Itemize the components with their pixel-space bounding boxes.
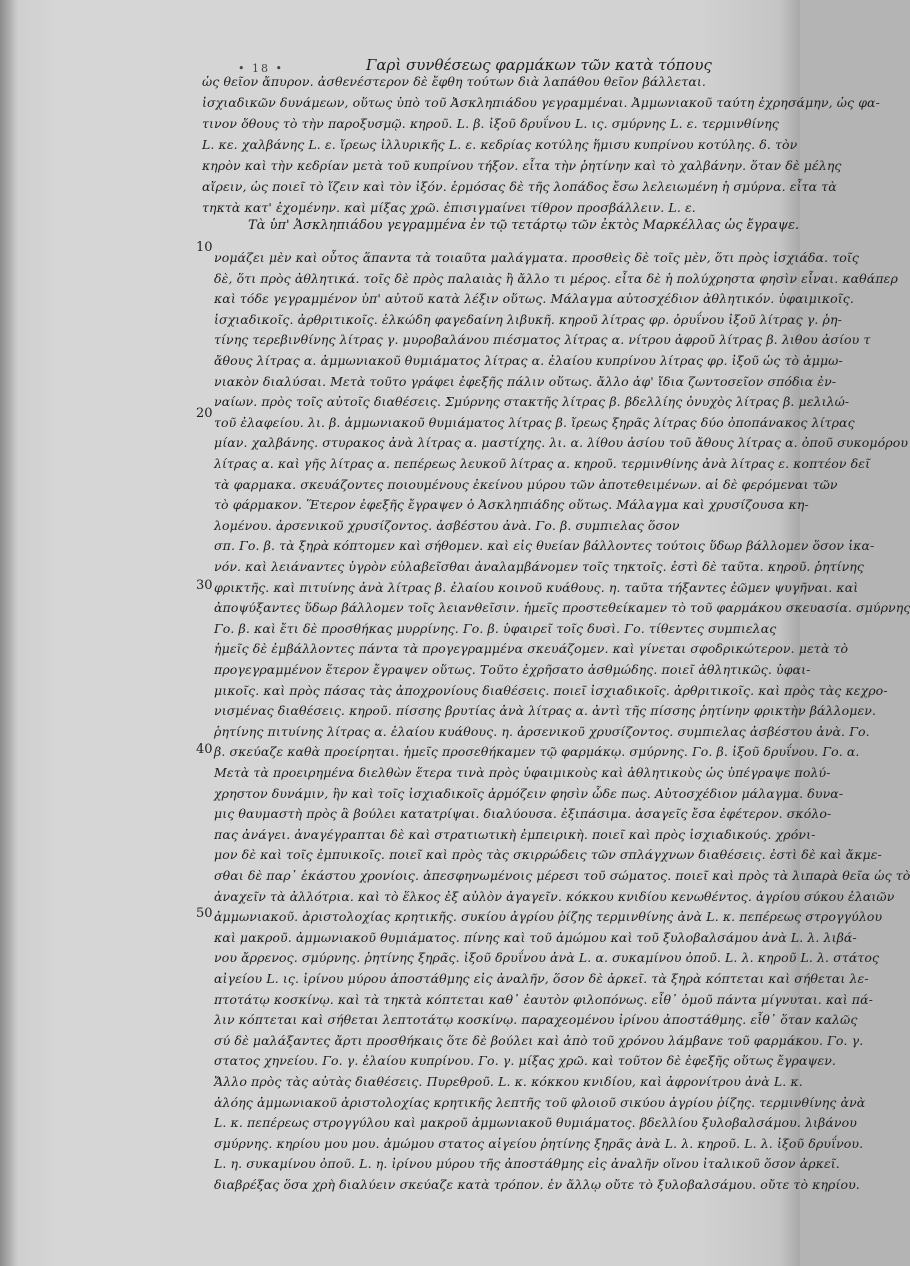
top-line: κηρὸν καὶ τὴν κεδρίαν μετὰ τοῦ κυπρίνου τήξον. εἶτα τὴν ῥητίνην καὶ τὸ χαλβάνην. ὅταν δὲ μέλης [202,158,842,173]
text-line: ἡμεῖς δὲ ἐμβάλλοντες πάντα τὰ προγεγραμμένα σκευάζομεν. καὶ γίνεται σφοδρικώτερον. μετὰ τὸ [214,641,849,657]
text-line: ἀποψύξαντες ὕδωρ βάλλομεν τοῖς λειανθεῖσιν. ἡμεῖς προστεθείκαμεν τὸ τοῦ φαρμάκου σκευασία. σμύρνης [214,600,910,616]
text-line: σπ. Γο. β. τὰ ξηρὰ κόπτομεν καὶ σήθομεν. καὶ εἰς θυείαν βάλλοντες τούτοις ὕδωρ βάλλομεν ὅσον ἱκα- [214,538,875,554]
top-line: L. κε. χαλβάνης L. ε. ἴρεως ἰλλυρικῆς L. ε. κεδρίας κοτύλης ἥμισυ κυπρίνου κοτύλης. δ. τὸν [202,137,798,152]
top-line: τηκτὰ κατ' ἐχομένην. καὶ μίξας χρῶ. ἐπισιγμαίνει τίθρον προσβάλλειν. L. ε. [202,200,696,215]
text-line: τὰ φαρμακα. σκευάζοντες ποιουμένους ἐκείνου μύρου τῶν ἀποτεθειμένων. αἱ δὲ φερόμεναι τῶν [214,476,838,492]
text-line: ἀλόης ἀμμωνιακοῦ ἀριστολοχίας κρητικῆς λεπτῆς τοῦ φλοιοῦ σικύου ἀγρίου ῥίζης. τερμινθίνης ἀνὰ [214,1094,866,1110]
text-line: σμύρνης. κηρίου μου μου. ἀμώμου στατος αἰγείου ῥητίνης ξηρᾶς ἀνὰ L. λ. κηροῦ. L. λ. ἰξοῦ δρυΐνου. [214,1135,864,1151]
text-line: φρικτῆς. καὶ πιτυίνης ἀνὰ λίτρας β. ἐλαίου κοινοῦ κυάθους. η. ταῦτα τήξαντες ἐῶμεν ψυγῆναι. καὶ [214,579,859,595]
line-number: 50 [196,906,213,921]
line-number: 40 [196,742,213,757]
text-line: λομένου. ἀρσενικοῦ χρυσίζοντος. ἀσβέστου ἀνὰ. Γο. β. συμπιελας ὅσον [214,517,680,533]
top-line: αἴρειν, ὡς ποιεῖ τὸ ἴζειν καὶ τὸν ἰξόν. ἑρμόσας δὲ τῆς λοπάδος ἔσω λελειωμένη ἡ σμύρνα. εἶτα τὰ [202,179,837,194]
folio-mark: • 18 • [238,62,284,75]
text-line: νισμένας διαθέσεις. κηροῦ. πίσσης βρυτίας ἀνὰ λίτρας α. ἀντὶ τῆς πίσσης ῥητίνην φρικτὴν βάλλομεν. [214,703,877,719]
line-number: 10 [196,240,213,255]
text-line: τοῦ ἐλαφείου. λι. β. ἀμμωνιακοῦ θυμιάματος λίτρας β. ἴρεως ξηρᾶς λίτρας δύο ὀποπάνακος λίτρας [214,414,855,430]
text-line: ἰσχιαδικοῖς. ἀρθριτικοῖς. ἑλκώδη φαγεδαίνη λιβυκῆ. κηροῦ λίτρας φρ. ὀρυΐνου ἰξοῦ λίτρας γ. ῥη- [214,311,842,327]
text-line: δὲ, ὅτι πρὸς ἀθλητικά. τοῖς δὲ πρὸς παλαιὰς ἢ ἄλλο τι μέρος. εἶτα δὲ ἡ πολύχρηστα φησὶν εἶναι. καθάπερ [214,270,898,286]
text-line: προγεγραμμένον ἕτερον ἔγραψεν οὕτως. Τοῦτο ἐχρῆσατο ἀσθμώδης. ποιεῖ ἀθλητικῶς. ὑφαι- [214,662,811,677]
text-line: ῥητίνης πιτυίνης λίτρας α. ἐλαίου κυάθους. η. ἀρσενικοῦ χρυσίζοντος. συμπιελας ἀσβέστου ἀνὰ. Γο. [214,723,870,739]
text-line: τὸ φάρμακον. Ἕτερον ἐφεξῆς ἔγραψεν ὁ Ἀσκληπιάδης οὕτως. Μάλαγμα καὶ χρυσίζουσα κη- [214,497,809,513]
text-line: σθαι δὲ παρ᾽ ἑκάστου χρονίοις. ἀπεσφηνωμένοις μέρεσι τοῦ σώματος. ποιεῖ καὶ πρὸς τὰ λιπαρὰ θεῖα ὡς τὸ [214,868,910,883]
text-line: μίαν. χαλβάνης. στυρακος ἀνὰ λίτρας α. μαστίχης. λι. α. λίθου ἀσίου τοῦ ἄθους λίτρας α. ὀποῦ συκομόρου [214,435,909,451]
text-line: πτοτάτῳ κοσκίνῳ. καὶ τὰ τηκτὰ κόπτεται καθ᾽ ἑαυτὸν φιλοπόνως. εἶθ᾽ ὁμοῦ πάντα μίγνυται. καὶ πά- [214,991,873,1007]
text-line: μικοῖς. καὶ πρὸς πάσας τὰς ἀποχρονίους διαθέσεις. ποιεῖ ἰσχιαδικοῖς. ἀρθριτικοῖς. καὶ πρὸς τὰς κεχρο- [214,682,888,698]
text-line: λίτρας α. καὶ γῆς λίτρας α. πεπέρεως λευκοῦ λίτρας α. κηροῦ. τερμινθίνης ἀνὰ λίτρας ε. κοπτέον δεῖ [214,456,871,471]
text-line: μον δὲ καὶ τοῖς ἐμπυικοῖς. ποιεῖ καὶ πρὸς τὰς σκιρρώδεις τῶν σπλάγχνων διαθέσεις. ἐστὶ δὲ καὶ ἄκμε- [214,847,882,863]
text-line: Μετὰ τὰ προειρημένα διελθὼν ἕτερα τινὰ πρὸς ὑφαιμικοὺς καὶ ἀθλητικοὺς ὡς ὑπέγραψε πολύ- [214,765,831,780]
line-number: 20 [196,406,213,421]
text-line: L. η. συκαμίνου ὀποῦ. L. η. ἰρίνου μύρου τῆς ἀποστάθμης εἰς ἀναλῆν οἴνου ἰταλικοῦ ὅσον ἀρκεῖ. [214,1156,840,1172]
text-line: L. κ. πεπέρεως στρογγύλου καὶ μακροῦ ἀμμωνιακοῦ θυμιάματος. βδελλίου ξυλοβαλσάμου. λιβάνου [214,1115,857,1131]
text-line: λιν κόπτεται καὶ σήθεται λεπτοτάτῳ κοσκίνῳ. παραχεομένου ἰρίνου ἀποστάθμης. εἶθ᾽ ὅταν καλῶς [214,1012,858,1028]
text-line: τίνης τερεβινθίνης λίτρας γ. μυροβαλάνου πιέσματος λίτρας α. νίτρου ἀφροῦ λίτρας β. λιθου ἀσίου τ [214,332,871,348]
text-line: νόν. καὶ λειάναντες ὑγρὸν εὐλαβεῖσθαι ἀναλαμβάνομεν τοῖς τηκτοῖς. ἐστὶ δὲ ταῦτα. κηροῦ. ῥητίνης [214,559,865,574]
text-line: νου ἄρρενος. σμύρνης. ῥητίνης ξηρᾶς. ἰξοῦ δρυΐνου ἀνὰ L. α. συκαμίνου ὀποῦ. L. λ. κηροῦ L. λ. στάτος [214,950,880,966]
text-line: μις θαυμαστὴ πρὸς ἃ βούλει κατατρίψαι. διαλύουσα. ἐξιπάσιμα. ἀσαγεῖς ἔσα ἐφέτερον. σκόλο- [214,806,832,822]
text-line: καὶ τόδε γεγραμμένον ὑπ' αὐτοῦ κατὰ λέξιν οὕτως. Μάλαγμα αὐτοσχέδιον ἀθλητικόν. ὑφαιμικοῖς. [214,291,854,307]
text-line: β. σκεύαζε καθὰ προείρηται. ἡμεῖς προσεθήκαμεν τῷ φαρμάκῳ. σμύρνης. Γο. β. ἰξοῦ δρυΐνου. Γο. α. [214,744,860,760]
text-line: ναίων. πρὸς τοῖς αὐτοῖς διαθέσεις. Σμύρνης στακτῆς λίτρας β. βδελλίης ὀνυχὸς λίτρας β. μελιλώ- [214,394,850,410]
text-line: Ἄλλο πρὸς τὰς αὐτὰς διαθέσεις. Πυρεθροῦ. L. κ. κόκκου κνιδίου, καὶ ἀφρονίτρου ἀνὰ L. κ. [214,1074,803,1089]
top-line: ἰσχιαδικῶν δυνάμεων, οὕτως ὑπὸ τοῦ Ἀσκληπιάδου γεγραμμέναι. Ἀμμωνιακοῦ ταύτη ἐχρησάμην, ὡς φα- [202,95,880,110]
top-line: τινον ὄθους τὸ τὴν παροξυσμῷ. κηροῦ. L. β. ἰξοῦ δρυΐνου L. ις. σμύρνης L. ε. τερμινθίνης [202,116,779,131]
text-line: σύ δὲ μαλάξαντες ἄρτι προσθήκαις ὅτε δὲ βούλει καὶ ἀπὸ τοῦ χρόνου λάμβανε τοῦ φαρμάκου. Γο. γ. [214,1032,864,1048]
running-head: Γαρὶ συνθέσεως φαρμάκων τῶν κατὰ τόπους [366,56,712,74]
section-heading: Τὰ ὑπ' Ἀσκληπιάδου γεγραμμένα ἐν τῷ τετάρτῳ τῶν ἐκτὸς Μαρκέλλας ὡς ἔγραψε. [248,218,800,233]
text-line: καὶ μακροῦ. ἀμμωνιακοῦ θυμιάματος. πίνης καὶ τοῦ ἀμώμου καὶ τοῦ ξυλοβαλσάμου ἀνὰ L. λ. λιβά- [214,929,857,945]
text-line: ἀμμωνιακοῦ. ἀριστολοχίας κρητικῆς. συκίου ἀγρίου ῥίζης τερμινθίνης ἀνὰ L. κ. πεπέρεως στρογγύλου [214,909,883,925]
text-line: Γο. β. καὶ ἔτι δὲ προσθήκας μυρρίνης. Γο. β. ὑφαιρεῖ τοῖς δυσὶ. Γο. τίθεντες συμπιελας [214,620,777,636]
text-line: διαβρέξας ὅσα χρὴ διαλύειν σκεύαζε κατὰ τρόπον. ἐν ἄλλῳ οὔτε τὸ ξυλοβαλσάμου. οὔτε τὸ κηρίου. [214,1177,860,1192]
text-line: αἰγείου L. ις. ἰρίνου μύρου ἀποστάθμης εἰς ἀναλῆν, ὅσον δὲ ἀρκεῖ. τὰ ξηρὰ κόπτεται καὶ σήθεται λε- [214,971,869,986]
text-line: νιακὸν διαλύσαι. Μετὰ τοῦτο γράφει ἐφεξῆς πάλιν οὕτως. ἄλλο ἀφ' ἴδια ζωντοσεῖον σπόδια ἐν- [214,373,837,389]
text-line: στατος χηνείου. Γο. γ. ἐλαίου κυπρίνου. Γο. γ. μίξας χρῶ. καὶ τοῦτον δὲ ἐφεξῆς οὕτως ἔγραψεν. [214,1053,837,1069]
text-line: ἀναχεῖν τὰ ἀλλότρια. καὶ τὸ ἕλκος ἐξ αὐλὸν ἀγαγεῖν. κόκκου κνιδίου κενωθέντος. ἀγρίου σύκου ἐλαιῶν [214,888,895,904]
text-line: χρηστον δυνάμιν, ἣν καὶ τοῖς ἰσχιαδικοῖς ἁρμόζειν φησὶν ὧδε πως. Αὐτοσχέδιον μάλαγμα. δυνα- [214,785,844,801]
text-line: νομάζει μὲν καὶ οὗτος ἅπαντα τὰ τοιαῦτα μαλάγματα. προσθεὶς δὲ τοῖς μὲν, ὅτι πρὸς ἰσχιάδα. τοῖς [214,250,859,265]
text-line: πας ἀνάγει. ἀναγέγραπται δὲ καὶ στρατιωτικὴ ἐμπειρικὴ. ποιεῖ καὶ πρὸς ἰσχιαδικούς. χρόνι- [214,826,816,842]
text-line: ἄθους λίτρας α. ἀμμωνιακοῦ θυμιάματος λίτρας α. ἐλαίου κυπρίνου λίτρας φρ. ἰξοῦ ὡς τὸ ἀμμω- [214,353,843,368]
line-number: 30 [196,578,213,593]
top-line: ὡς θεῖον ἄπυρον. ἀσθενέστερον δὲ ἔφθη τούτων διὰ λαπάθου θεῖον βάλλεται. [202,74,706,89]
